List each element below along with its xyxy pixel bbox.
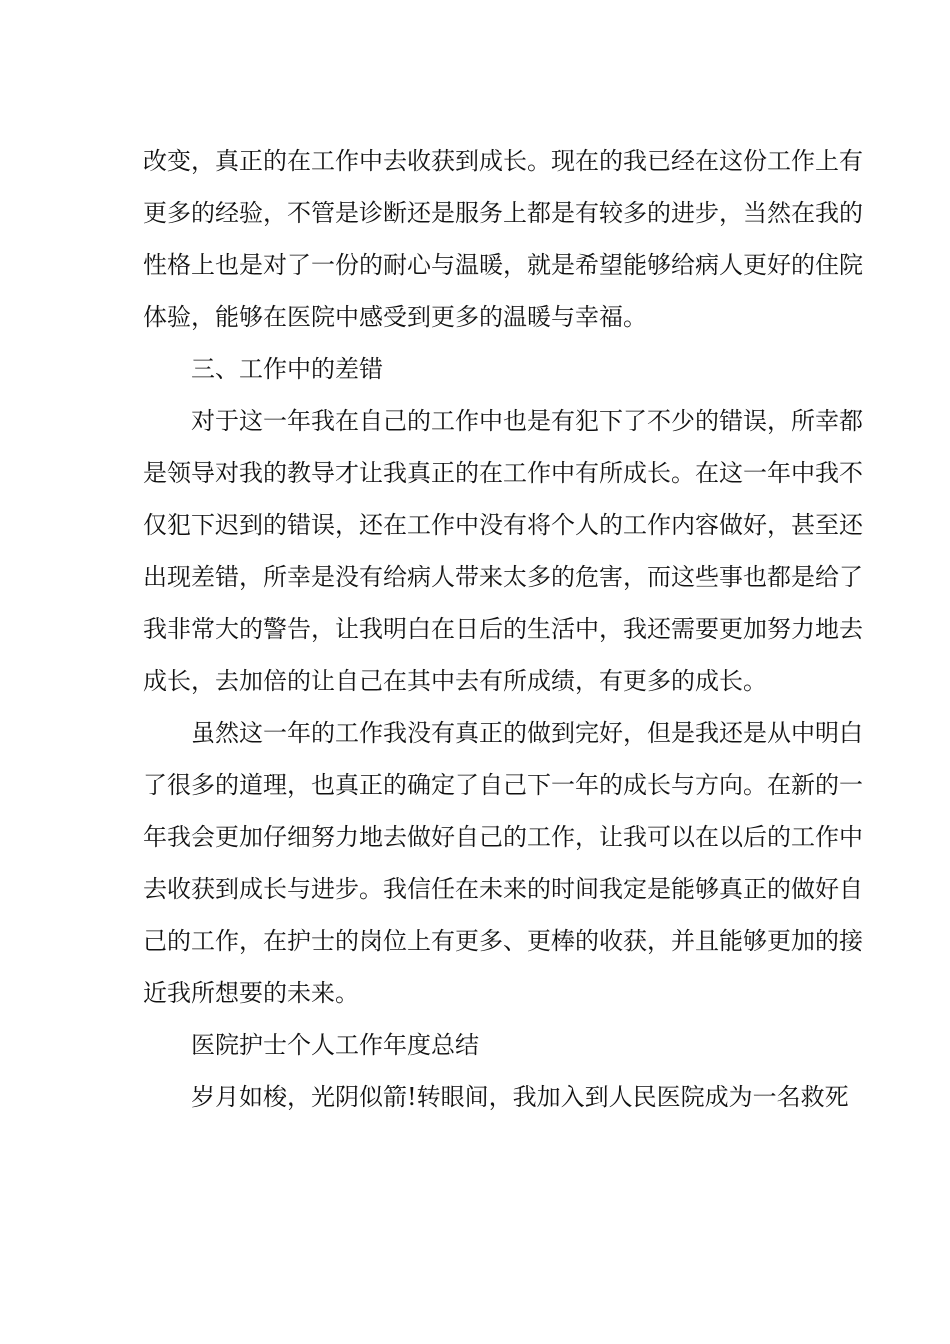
paragraph-intro [143, 1071, 849, 1123]
text-line: 仅犯下迟到的错误，还在工作中没有将个人的工作内容做好，甚至还 [143, 511, 863, 539]
paragraph-mistakes [143, 395, 863, 707]
text-line: 近我所想要的未来。 [143, 979, 359, 1007]
text-line: 体验，能够在医院中感受到更多的温暖与幸福。 [143, 303, 647, 331]
text-line: 成长，去加倍的让自己在其中去有所成绩，有更多的成长。 [143, 667, 767, 695]
text-line: 我非常大的警告，让我明白在日后的生活中，我还需要更加努力地去 [143, 615, 863, 643]
text-line: 性格上也是对了一份的耐心与温暖，就是希望能够给病人更好的住院 [143, 251, 863, 279]
text-line: 出现差错，所幸是没有给病人带来太多的危害，而这些事也都是给了 [143, 563, 863, 591]
text-line: 了很多的道理，也真正的确定了自己下一年的成长与方向。在新的一 [143, 771, 863, 799]
text-line: 更多的经验，不管是诊断还是服务上都是有较多的进步，当然在我的 [143, 199, 863, 227]
text-line: 去收获到成长与进步。我信任在未来的时间我定是能够真正的做好自 [143, 875, 863, 903]
text-line: 年我会更加仔细努力地去做好自己的工作，让我可以在以后的工作中 [143, 823, 863, 851]
paragraph-outlook [143, 707, 863, 1019]
paragraph-growth [143, 135, 863, 343]
text-line: 岁月如梭，光阴似箭!转眼间，我加入到人民医院成为一名救死 [191, 1083, 849, 1111]
text-line: 虽然这一年的工作我没有真正的做到完好，但是我还是从中明白 [191, 719, 863, 747]
text-line: 己的工作，在护士的岗位上有更多、更棒的收获，并且能够更加的接 [143, 927, 863, 955]
document-title: 医院护士个人工作年度总结 [191, 1031, 479, 1059]
text-line: 改变，真正的在工作中去收获到成长。现在的我已经在这份工作上有 [143, 147, 863, 175]
text-line: 是领导对我的教导才让我真正的在工作中有所成长。在这一年中我不 [143, 459, 863, 487]
text-line: 对于这一年我在自己的工作中也是有犯下了不少的错误，所幸都 [191, 407, 863, 435]
document-body [143, 135, 863, 1123]
section-heading-mistakes: 三、工作中的差错 [191, 355, 383, 383]
